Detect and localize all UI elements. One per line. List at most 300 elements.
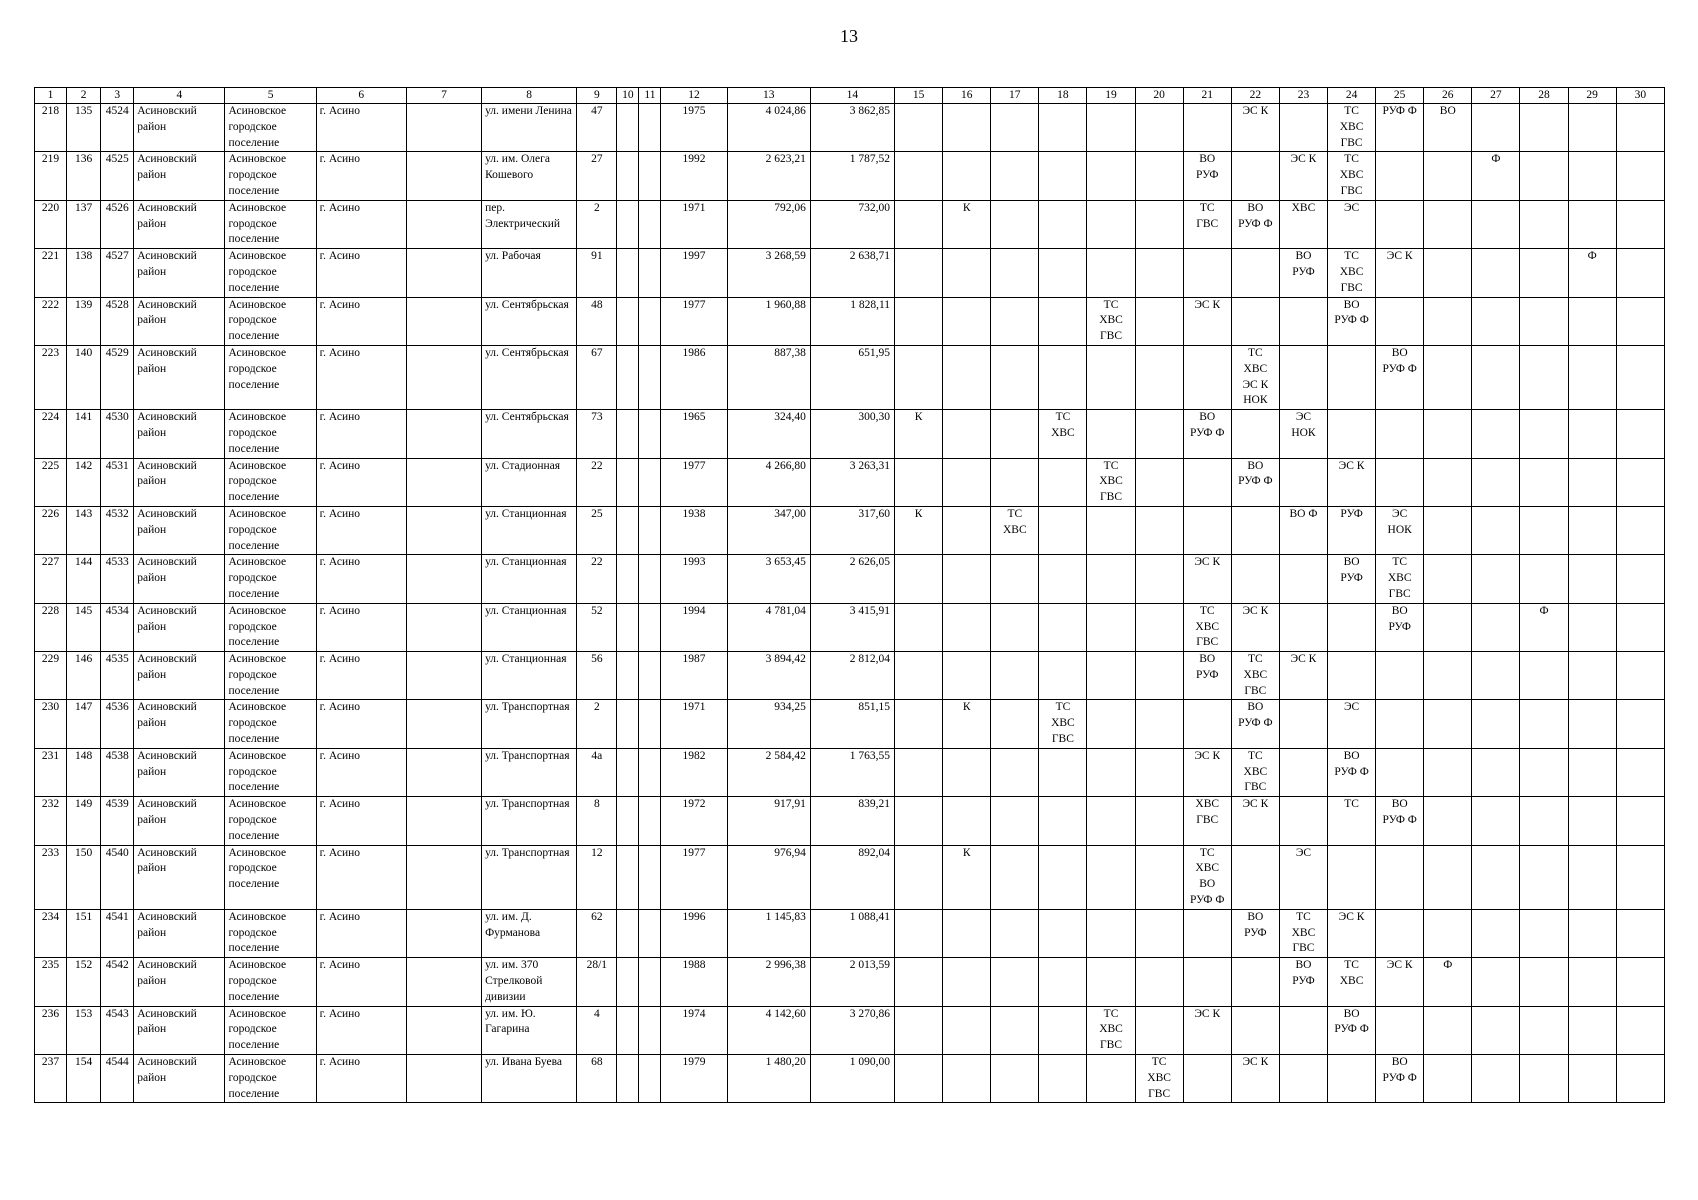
cell-col-13: 1 960,88	[727, 297, 810, 345]
cell-col-13: 2 623,21	[727, 152, 810, 200]
cell-col-2: 138	[67, 249, 101, 297]
cell-col-28	[1520, 104, 1568, 152]
cell-col-26	[1424, 909, 1472, 957]
cell-col-19	[1087, 104, 1135, 152]
cell-col-25: ВО РУФ	[1376, 603, 1424, 651]
cell-col-15	[895, 1006, 943, 1054]
column-header-1: 1	[35, 88, 67, 104]
cell-col-20	[1135, 958, 1183, 1006]
table-row	[35, 345, 1665, 409]
cell-col-9: 73	[577, 410, 617, 458]
cell-col-29	[1568, 345, 1616, 409]
cell-col-12: 1971	[661, 200, 727, 248]
cell-col-14: 1 787,52	[810, 152, 894, 200]
cell-col-6: г. Асино	[316, 506, 406, 554]
cell-col-19	[1087, 845, 1135, 909]
cell-col-2: 148	[67, 748, 101, 796]
cell-col-2: 144	[67, 555, 101, 603]
cell-col-7	[406, 797, 481, 845]
cell-col-9: 25	[577, 506, 617, 554]
cell-col-11	[639, 200, 661, 248]
cell-col-16	[943, 958, 991, 1006]
cell-col-18	[1039, 748, 1087, 796]
column-header-10: 10	[617, 88, 639, 104]
table-row	[35, 652, 1665, 700]
cell-col-22: ЭС К	[1231, 603, 1279, 651]
cell-col-25	[1376, 458, 1424, 506]
column-header-13: 13	[727, 88, 810, 104]
cell-col-23	[1279, 345, 1327, 409]
table-row	[35, 700, 1665, 748]
cell-col-22: ВО РУФ	[1231, 909, 1279, 957]
cell-col-3: 4538	[101, 748, 134, 796]
cell-col-2: 151	[67, 909, 101, 957]
cell-col-2: 142	[67, 458, 101, 506]
cell-col-25	[1376, 1006, 1424, 1054]
cell-col-8: ул. Транспортная	[482, 700, 577, 748]
cell-col-7	[406, 249, 481, 297]
cell-col-4: Асиновский район	[134, 797, 225, 845]
column-header-28: 28	[1520, 88, 1568, 104]
cell-col-3: 4530	[101, 410, 134, 458]
cell-col-5: Асиновское городское поселение	[225, 506, 316, 554]
cell-col-11	[639, 1006, 661, 1054]
cell-col-28	[1520, 1055, 1568, 1103]
cell-col-19: ТС ХВС ГВС	[1087, 297, 1135, 345]
cell-col-27	[1472, 555, 1520, 603]
cell-col-14: 3 270,86	[810, 1006, 894, 1054]
cell-col-28	[1520, 652, 1568, 700]
cell-col-15	[895, 152, 943, 200]
cell-col-7	[406, 458, 481, 506]
cell-col-30	[1616, 748, 1664, 796]
cell-col-20	[1135, 797, 1183, 845]
cell-col-14: 1 090,00	[810, 1055, 894, 1103]
cell-col-6: г. Асино	[316, 603, 406, 651]
cell-col-11	[639, 104, 661, 152]
cell-col-4: Асиновский район	[134, 200, 225, 248]
page-number: 13	[840, 26, 858, 46]
cell-col-8: ул. Сентябрьская	[482, 345, 577, 409]
cell-col-24: РУФ	[1328, 506, 1376, 554]
cell-col-23: ЭС К	[1279, 652, 1327, 700]
cell-col-14: 3 415,91	[810, 603, 894, 651]
cell-col-30	[1616, 410, 1664, 458]
cell-col-6: г. Асино	[316, 652, 406, 700]
cell-col-10	[617, 506, 639, 554]
table-row	[35, 506, 1665, 554]
cell-col-14: 3 862,85	[810, 104, 894, 152]
cell-col-30	[1616, 797, 1664, 845]
cell-col-6: г. Асино	[316, 200, 406, 248]
cell-col-5: Асиновское городское поселение	[225, 152, 316, 200]
table-row	[35, 297, 1665, 345]
cell-col-11	[639, 748, 661, 796]
cell-col-21	[1183, 1055, 1231, 1103]
column-header-12: 12	[661, 88, 727, 104]
cell-col-30	[1616, 297, 1664, 345]
cell-col-13: 4 266,80	[727, 458, 810, 506]
cell-col-12: 1938	[661, 506, 727, 554]
cell-col-26	[1424, 603, 1472, 651]
cell-col-19	[1087, 700, 1135, 748]
cell-col-12: 1972	[661, 797, 727, 845]
cell-col-8: ул. Сентябрьская	[482, 410, 577, 458]
cell-col-1: 223	[35, 345, 67, 409]
cell-col-22	[1231, 152, 1279, 200]
cell-col-6: г. Асино	[316, 1006, 406, 1054]
cell-col-8: ул. им. Ю. Гагарина	[482, 1006, 577, 1054]
cell-col-23	[1279, 458, 1327, 506]
cell-col-26	[1424, 297, 1472, 345]
cell-col-6: г. Асино	[316, 297, 406, 345]
cell-col-11	[639, 700, 661, 748]
cell-col-28	[1520, 845, 1568, 909]
cell-col-5: Асиновское городское поселение	[225, 297, 316, 345]
cell-col-10	[617, 1055, 639, 1103]
cell-col-10	[617, 200, 639, 248]
cell-col-20	[1135, 249, 1183, 297]
cell-col-6: г. Асино	[316, 345, 406, 409]
cell-col-18	[1039, 555, 1087, 603]
cell-col-9: 22	[577, 458, 617, 506]
cell-col-22	[1231, 958, 1279, 1006]
cell-col-7	[406, 652, 481, 700]
cell-col-3: 4529	[101, 345, 134, 409]
cell-col-7	[406, 555, 481, 603]
cell-col-14: 2 638,71	[810, 249, 894, 297]
cell-col-15	[895, 909, 943, 957]
cell-col-25	[1376, 297, 1424, 345]
table-row	[35, 555, 1665, 603]
cell-col-19	[1087, 152, 1135, 200]
cell-col-30	[1616, 555, 1664, 603]
cell-col-23: ВО Ф	[1279, 506, 1327, 554]
column-header-21: 21	[1183, 88, 1231, 104]
cell-col-18	[1039, 249, 1087, 297]
cell-col-10	[617, 345, 639, 409]
cell-col-6: г. Асино	[316, 458, 406, 506]
table-row	[35, 845, 1665, 909]
cell-col-14: 2 812,04	[810, 652, 894, 700]
cell-col-16	[943, 603, 991, 651]
cell-col-6: г. Асино	[316, 958, 406, 1006]
cell-col-25	[1376, 200, 1424, 248]
cell-col-12: 1986	[661, 345, 727, 409]
cell-col-16	[943, 652, 991, 700]
cell-col-22	[1231, 1006, 1279, 1054]
cell-col-7	[406, 1006, 481, 1054]
column-header-30: 30	[1616, 88, 1664, 104]
cell-col-18	[1039, 1006, 1087, 1054]
cell-col-23	[1279, 797, 1327, 845]
table-row	[35, 748, 1665, 796]
cell-col-20: ТС ХВС ГВС	[1135, 1055, 1183, 1103]
cell-col-25	[1376, 748, 1424, 796]
cell-col-11	[639, 555, 661, 603]
cell-col-23	[1279, 603, 1327, 651]
cell-col-23	[1279, 1055, 1327, 1103]
cell-col-17	[991, 1006, 1039, 1054]
cell-col-22: ВО РУФ Ф	[1231, 458, 1279, 506]
column-header-18: 18	[1039, 88, 1087, 104]
cell-col-1: 231	[35, 748, 67, 796]
cell-col-19	[1087, 909, 1135, 957]
cell-col-4: Асиновский район	[134, 700, 225, 748]
cell-col-29	[1568, 297, 1616, 345]
cell-col-5: Асиновское городское поселение	[225, 700, 316, 748]
cell-col-19	[1087, 249, 1135, 297]
cell-col-5: Асиновское городское поселение	[225, 1006, 316, 1054]
cell-col-23: ВО РУФ	[1279, 958, 1327, 1006]
cell-col-8: ул. Станционная	[482, 555, 577, 603]
table-row	[35, 152, 1665, 200]
cell-col-3: 4526	[101, 200, 134, 248]
cell-col-25: ЭС НОК	[1376, 506, 1424, 554]
cell-col-29	[1568, 1055, 1616, 1103]
cell-col-5: Асиновское городское поселение	[225, 410, 316, 458]
cell-col-24: ТС ХВС ГВС	[1328, 152, 1376, 200]
column-header-26: 26	[1424, 88, 1472, 104]
cell-col-17	[991, 909, 1039, 957]
cell-col-29	[1568, 958, 1616, 1006]
cell-col-27	[1472, 797, 1520, 845]
cell-col-6: г. Асино	[316, 909, 406, 957]
cell-col-26	[1424, 152, 1472, 200]
cell-col-29	[1568, 845, 1616, 909]
cell-col-8: ул. Стадионная	[482, 458, 577, 506]
cell-col-7	[406, 410, 481, 458]
cell-col-9: 2	[577, 700, 617, 748]
cell-col-17	[991, 652, 1039, 700]
cell-col-20	[1135, 555, 1183, 603]
cell-col-21	[1183, 506, 1231, 554]
cell-col-26	[1424, 748, 1472, 796]
cell-col-28	[1520, 797, 1568, 845]
cell-col-15	[895, 748, 943, 796]
cell-col-20	[1135, 410, 1183, 458]
cell-col-6: г. Асино	[316, 152, 406, 200]
cell-col-20	[1135, 458, 1183, 506]
cell-col-18	[1039, 958, 1087, 1006]
cell-col-2: 136	[67, 152, 101, 200]
cell-col-7	[406, 700, 481, 748]
cell-col-21: ТС ГВС	[1183, 200, 1231, 248]
cell-col-14: 851,15	[810, 700, 894, 748]
cell-col-1: 218	[35, 104, 67, 152]
cell-col-6: г. Асино	[316, 104, 406, 152]
cell-col-24: ВО РУФ Ф	[1328, 748, 1376, 796]
cell-col-4: Асиновский район	[134, 506, 225, 554]
column-header-29: 29	[1568, 88, 1616, 104]
cell-col-27	[1472, 458, 1520, 506]
cell-col-19	[1087, 603, 1135, 651]
column-header-19: 19	[1087, 88, 1135, 104]
cell-col-20	[1135, 200, 1183, 248]
cell-col-12: 1965	[661, 410, 727, 458]
cell-col-26	[1424, 652, 1472, 700]
cell-col-25: ВО РУФ Ф	[1376, 1055, 1424, 1103]
cell-col-11	[639, 797, 661, 845]
cell-col-5: Асиновское городское поселение	[225, 200, 316, 248]
cell-col-29	[1568, 200, 1616, 248]
cell-col-13: 347,00	[727, 506, 810, 554]
cell-col-20	[1135, 345, 1183, 409]
cell-col-25	[1376, 700, 1424, 748]
cell-col-3: 4536	[101, 700, 134, 748]
cell-col-7	[406, 845, 481, 909]
cell-col-21: ЭС К	[1183, 555, 1231, 603]
cell-col-27	[1472, 700, 1520, 748]
table-row	[35, 410, 1665, 458]
table-row	[35, 958, 1665, 1006]
cell-col-12: 1996	[661, 909, 727, 957]
cell-col-1: 224	[35, 410, 67, 458]
cell-col-9: 8	[577, 797, 617, 845]
cell-col-10	[617, 603, 639, 651]
cell-col-1: 225	[35, 458, 67, 506]
cell-col-25	[1376, 652, 1424, 700]
cell-col-3: 4543	[101, 1006, 134, 1054]
cell-col-4: Асиновский район	[134, 152, 225, 200]
cell-col-21	[1183, 909, 1231, 957]
column-header-24: 24	[1328, 88, 1376, 104]
cell-col-12: 1975	[661, 104, 727, 152]
cell-col-20	[1135, 506, 1183, 554]
cell-col-15: К	[895, 410, 943, 458]
cell-col-14: 892,04	[810, 845, 894, 909]
cell-col-29	[1568, 909, 1616, 957]
cell-col-1: 222	[35, 297, 67, 345]
cell-col-11	[639, 845, 661, 909]
cell-col-14: 1 763,55	[810, 748, 894, 796]
cell-col-27	[1472, 603, 1520, 651]
cell-col-12: 1971	[661, 700, 727, 748]
cell-col-18	[1039, 200, 1087, 248]
cell-col-22	[1231, 555, 1279, 603]
cell-col-14: 3 263,31	[810, 458, 894, 506]
cell-col-29	[1568, 152, 1616, 200]
cell-col-30	[1616, 249, 1664, 297]
cell-col-20	[1135, 603, 1183, 651]
cell-col-9: 2	[577, 200, 617, 248]
cell-col-4: Асиновский район	[134, 555, 225, 603]
cell-col-19	[1087, 652, 1135, 700]
table-row	[35, 249, 1665, 297]
table-row	[35, 458, 1665, 506]
cell-col-21: ЭС К	[1183, 1006, 1231, 1054]
cell-col-28	[1520, 410, 1568, 458]
data-table	[34, 87, 1665, 1103]
cell-col-3: 4533	[101, 555, 134, 603]
cell-col-13: 976,94	[727, 845, 810, 909]
cell-col-27	[1472, 410, 1520, 458]
cell-col-16	[943, 909, 991, 957]
cell-col-10	[617, 909, 639, 957]
table-row	[35, 1006, 1665, 1054]
cell-col-14: 317,60	[810, 506, 894, 554]
cell-col-17	[991, 345, 1039, 409]
cell-col-13: 917,91	[727, 797, 810, 845]
cell-col-23: ЭС К	[1279, 152, 1327, 200]
cell-col-15: К	[895, 506, 943, 554]
cell-col-13: 3 653,45	[727, 555, 810, 603]
cell-col-16	[943, 104, 991, 152]
cell-col-10	[617, 555, 639, 603]
cell-col-4: Асиновский район	[134, 345, 225, 409]
cell-col-10	[617, 700, 639, 748]
cell-col-7	[406, 297, 481, 345]
cell-col-6: г. Асино	[316, 1055, 406, 1103]
cell-col-12: 1992	[661, 152, 727, 200]
cell-col-16	[943, 458, 991, 506]
cell-col-17	[991, 249, 1039, 297]
cell-col-15	[895, 1055, 943, 1103]
cell-col-30	[1616, 1055, 1664, 1103]
cell-col-26	[1424, 345, 1472, 409]
cell-col-21	[1183, 345, 1231, 409]
cell-col-18	[1039, 797, 1087, 845]
cell-col-9: 68	[577, 1055, 617, 1103]
cell-col-2: 135	[67, 104, 101, 152]
cell-col-28	[1520, 200, 1568, 248]
cell-col-5: Асиновское городское поселение	[225, 345, 316, 409]
cell-col-23	[1279, 1006, 1327, 1054]
cell-col-20	[1135, 297, 1183, 345]
cell-col-15	[895, 652, 943, 700]
cell-col-9: 52	[577, 603, 617, 651]
cell-col-3: 4539	[101, 797, 134, 845]
cell-col-10	[617, 410, 639, 458]
cell-col-4: Асиновский район	[134, 1055, 225, 1103]
cell-col-26	[1424, 845, 1472, 909]
cell-col-14: 2 626,05	[810, 555, 894, 603]
cell-col-24	[1328, 845, 1376, 909]
cell-col-17	[991, 104, 1039, 152]
cell-col-2: 149	[67, 797, 101, 845]
cell-col-8: ул. Транспортная	[482, 748, 577, 796]
cell-col-24: ЭС	[1328, 200, 1376, 248]
cell-col-30	[1616, 200, 1664, 248]
cell-col-30	[1616, 152, 1664, 200]
cell-col-6: г. Асино	[316, 748, 406, 796]
cell-col-21	[1183, 249, 1231, 297]
cell-col-29	[1568, 410, 1616, 458]
cell-col-6: г. Асино	[316, 845, 406, 909]
cell-col-9: 4	[577, 1006, 617, 1054]
cell-col-11	[639, 152, 661, 200]
cell-col-30	[1616, 458, 1664, 506]
cell-col-27	[1472, 958, 1520, 1006]
cell-col-10	[617, 458, 639, 506]
cell-col-21: ТС ХВС ГВС	[1183, 603, 1231, 651]
cell-col-7	[406, 200, 481, 248]
cell-col-5: Асиновское городское поселение	[225, 555, 316, 603]
cell-col-22: ЭС К	[1231, 104, 1279, 152]
cell-col-3: 4544	[101, 1055, 134, 1103]
cell-col-9: 28/1	[577, 958, 617, 1006]
cell-col-11	[639, 297, 661, 345]
cell-col-8: ул. Ивана Буева	[482, 1055, 577, 1103]
column-header-6: 6	[316, 88, 406, 104]
cell-col-27	[1472, 200, 1520, 248]
cell-col-2: 147	[67, 700, 101, 748]
cell-col-14: 300,30	[810, 410, 894, 458]
cell-col-8: ул. Сентябрьская	[482, 297, 577, 345]
cell-col-27	[1472, 249, 1520, 297]
cell-col-24: ТС ХВС ГВС	[1328, 249, 1376, 297]
cell-col-28	[1520, 555, 1568, 603]
